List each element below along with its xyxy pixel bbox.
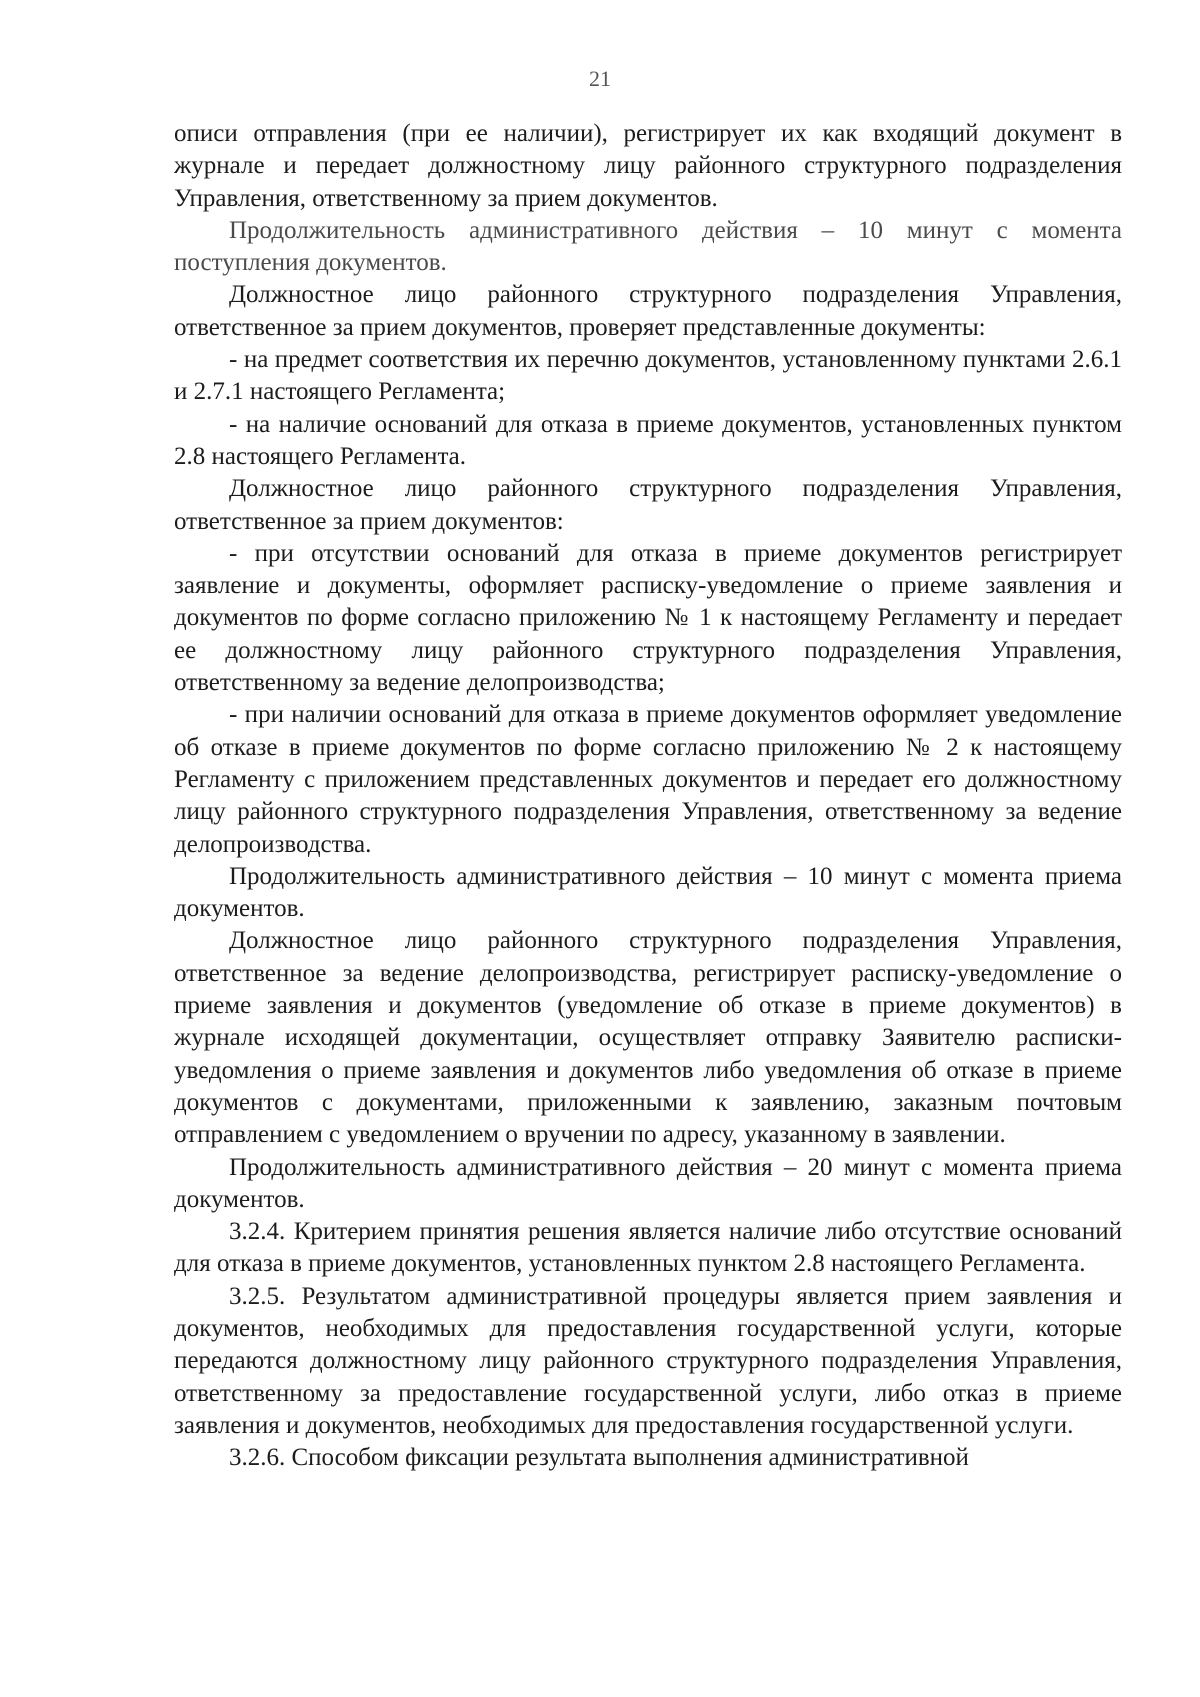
paragraph: - на наличие оснований для отказа в приеме документов, установленных пунктом 2.8 настоящего Регламента.: [174, 410, 1122, 470]
paragraph: 3.2.4. Критерием принятия решения является наличие либо отсутствие оснований для отказа в приеме документов, установленных пунктом 2.8 настоящего Регламента.: [174, 1218, 1122, 1278]
page-number: 21: [589, 66, 611, 91]
paragraph: Должностное лицо районного структурного подразделения Управления, ответственное за прием документов, проверяет представленные документы:: [174, 281, 1122, 341]
paragraph: Продолжительность административного действия – 10 минут с момента приема документов.: [174, 862, 1122, 923]
paragraph: Продолжительность административного действия – 20 минут с момента приема документов.: [174, 1153, 1122, 1213]
document-body: [174, 118, 1122, 1474]
paragraph: - при отсутствии оснований для отказа в приеме документов регистрирует заявление и документы, оформляет расписку-уведомление о приеме заявления и документов по форме согласно приложению № 1 к настоящему Регламенту и передает ее должностному лицу районного структурного подразделения Управления, ответственному за ведение делопроизводства;: [174, 539, 1122, 697]
paragraph: описи отправления (при ее наличии), регистрирует их как входящий документ в журнале и передает должностному лицу районного структурного подразделения Управления, ответственному за прием документов.: [174, 120, 1122, 212]
paragraph: - при наличии оснований для отказа в приеме документов оформляет уведомление об отказе в приеме документов по форме согласно приложению № 2 к настоящему Регламенту с приложением представленных документов и передает его должностному лицу районного структурного подразделения Управления, ответственному за ведение делопроизводства.: [174, 701, 1122, 858]
paragraph: Продолжительность административного действия – 10 минут с момента поступления документов.: [174, 216, 1122, 277]
paragraph: - на предмет соответствия их перечню документов, установленному пунктами 2.6.1 и 2.7.1 настоящего Регламента;: [174, 346, 1122, 406]
paragraph: Должностное лицо районного структурного подразделения Управления, ответственное за ведение делопроизводства, регистрирует расписку-уведомление о приеме заявления и документов (уведомление об отказе в приеме документов) в журнале исходящей документации, осуществляет отправку Заявителю расписки-уведомления о приеме заявления и документов либо уведомления об отказе в приеме документов с документами, приложенными к заявлению, заказным почтовым отправлением с уведомлением о вручении по адресу, указанному в заявлении.: [174, 927, 1122, 1149]
paragraph: 3.2.6. Способом фиксации результата выполнения административной: [229, 1444, 969, 1472]
paragraph: Должностное лицо районного структурного подразделения Управления, ответственное за прием документов:: [174, 475, 1122, 535]
paragraph: 3.2.5. Результатом административной процедуры является прием заявления и документов, необходимых для предоставления государственной услуги, которые передаются должностному лицу районного структурного подразделения Управления, ответственному за предоставление государственной услуги, либо отказ в приеме заявления и документов, необходимых для предоставления государственной услуги.: [174, 1282, 1122, 1439]
